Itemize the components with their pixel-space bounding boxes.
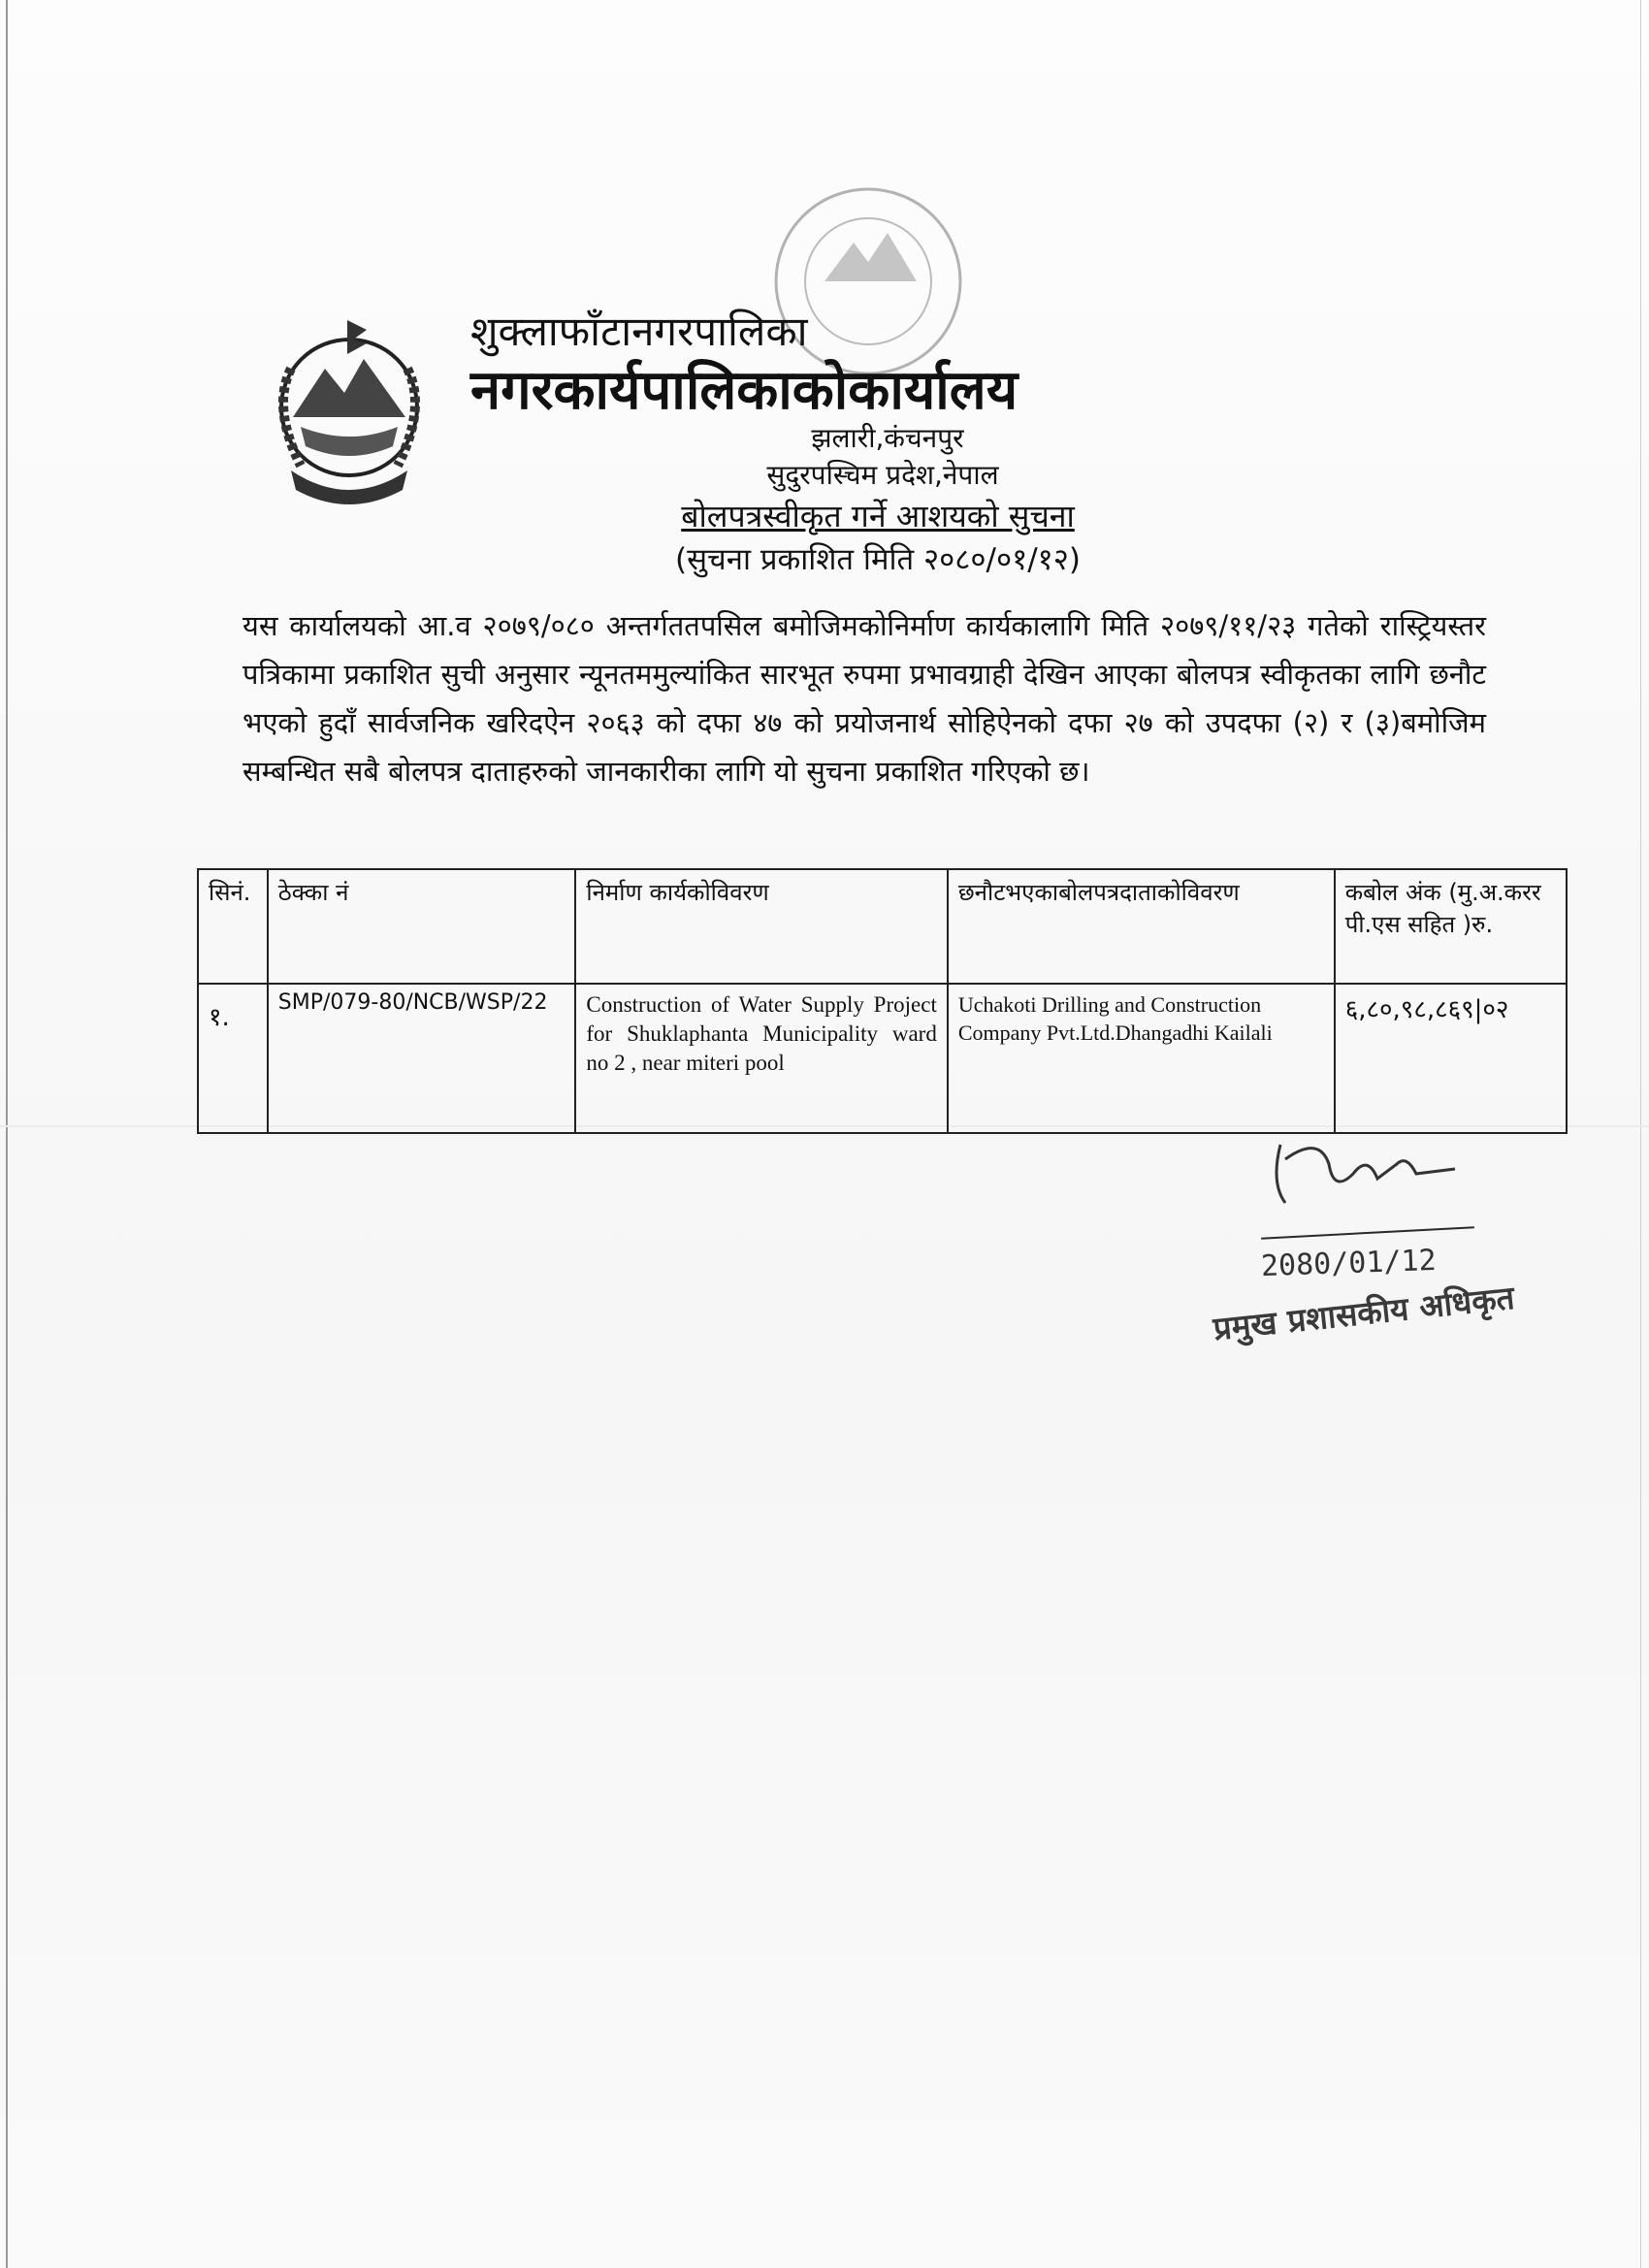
notice-title: बोलपत्रस्वीकृत गर्ने आशयको सुचना: [681, 498, 1075, 535]
header-amount: कबोल अंक (मु.अ.करर पी.एस सहित )रु.: [1335, 869, 1567, 984]
office-name: शुक्लाफाँटानगरपालिका: [470, 308, 808, 355]
cell-contract-no: SMP/079-80/NCB/WSP/22: [268, 984, 576, 1133]
page-edge-right: [1640, 0, 1641, 2268]
notice-paragraph: यस कार्यालयको आ.व २०७९/०८० अन्तर्गततपसिल बमोजिमकोनिर्माण कार्यकालागि मिति २०७९/११/२३ गतेको रास्ट्रियस्तर पत्रिकामा प्रकाशित सुची अनुसार न्यूनतममुल्यांकित सारभूत रुपमा प्रभावग्राही देखिन आएका बोलपत्र स्वीकृतका लागि छनौट भएको हुदाँ सार्वजनिक खरिदऐन २०६३ को दफा ४७ को प्रयोजनार्थ सोहिऐनको दफा २७ को उपदफा (२) र (३)बमोजिम सम्बन्धित सबै बोलपत्र दाताहरुको जानकारीका लागि यो सुचना प्रकाशित गरिएको छ।: [242, 609, 1486, 788]
signature-mark: [1261, 1125, 1474, 1213]
address-line-1: झलारी,कंचनपुर: [811, 422, 964, 454]
header-contract-no: ठेक्का नं: [268, 869, 576, 984]
signature-date: 2080/01/12: [1260, 1243, 1438, 1284]
address-line-2: सुदुरपस्चिम प्रदेश,नेपाल: [766, 459, 999, 491]
page-edge-left: [6, 0, 8, 2268]
header-bidder: छनौटभएकाबोलपत्रदाताकोविवरण: [948, 869, 1335, 984]
table-row: [198, 984, 1567, 1133]
cell-work-description: Construction of Water Supply Project for Shuklaphanta Municipality ward no 2 , near miteri pool: [575, 984, 947, 1133]
table-header-row: [198, 869, 1567, 984]
cell-bidder: Uchakoti Drilling and Construction Company Pvt.Ltd.Dhangadhi Kailali: [948, 984, 1335, 1133]
award-table: [197, 868, 1568, 1134]
header-sn: सिनं.: [198, 869, 268, 984]
header-work-description: निर्माण कार्यकोविवरण: [575, 869, 947, 984]
signature-line: [1261, 1226, 1474, 1240]
publish-date: (सुचना प्रकाशित मिति २०८०/०१/१२): [675, 542, 1081, 577]
cell-sn: १.: [198, 984, 268, 1133]
council-office-title: नगरकार्यपालिकाकोकार्यालय: [470, 359, 1018, 422]
signatory-title: प्रमुख प्रशासकीय अधिकृत: [1211, 1278, 1517, 1348]
cell-amount: ६,८०,९८,८६९|०२: [1335, 984, 1567, 1133]
